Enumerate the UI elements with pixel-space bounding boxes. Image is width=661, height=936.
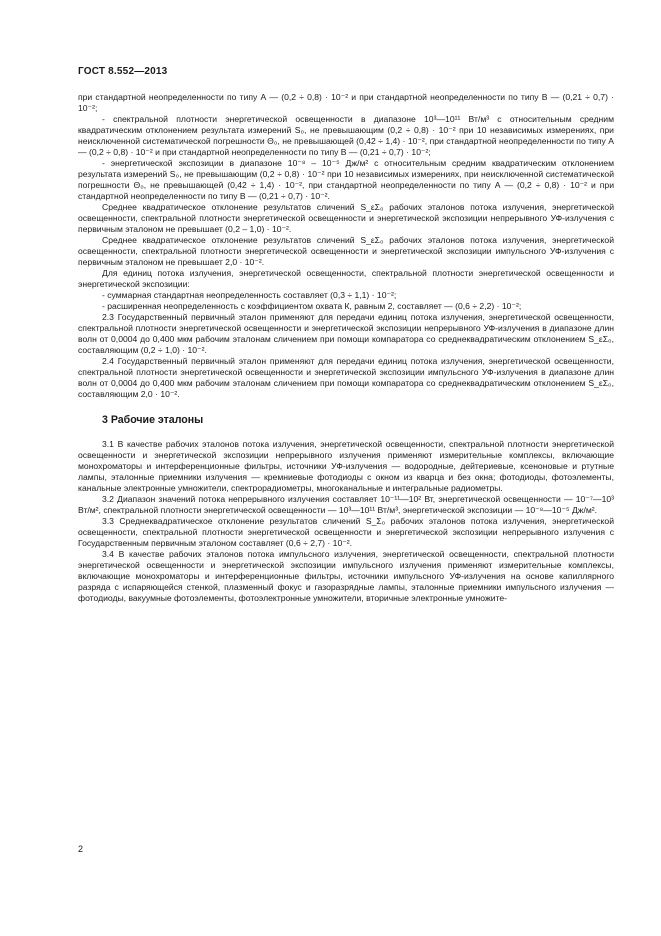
paragraph: Для единиц потока излучения, энергетической освещенности, спектральной плотности энергетической освещенности и энергетической экспозиции:: [78, 268, 614, 289]
paragraph: - спектральной плотности энергетической освещенности в диапазоне 10³—10¹¹ Вт/м³ с относительным средним квадратическим отклонением результата измерений S₀, не превышающим (0,2 ÷ 0,8) · 10⁻² при 10 независимых измерениях, при неисключенной систематической погрешности Θ₀, не превышающей (0,42 ÷ 1,4) · 10⁻², при стандартной неопределенности по типу А — (0,2 ÷ 0,8) · 10⁻² и при стандартной неопределенности по типу В — (0,21 ÷ 0,7) · 10⁻²;: [78, 114, 614, 157]
paragraph: 3.1 В качестве рабочих эталонов потока излучения, энергетической освещенности, спектральной плотности энергетической освещенности и энергетической экспозиции непрерывного излучения применяют измерительные комплексы, включающие монохроматоры и интерференционные фильтры, источники УФ-излучения — водородные, дейтериевые, ксеноновые и ртутные лампы, эталонные приемники излучения — кремниевые фотодиоды с окном из кварца и без окна; фотодиоды, фотоэлементы, канальные электронные умножители, спектрорадиометры, многоканальные и интегральные радиометры.: [78, 439, 614, 493]
top-paragraphs: [78, 92, 614, 400]
document-body: [78, 92, 614, 604]
section-title: 3 Рабочие эталоны: [102, 414, 204, 426]
paragraph: - расширенная неопределенность с коэффициентом охвата К, равным 2, составляет — (0,6 ÷ 2,2) · 10⁻²;: [102, 301, 522, 311]
page-number: 2: [78, 844, 84, 854]
paragraph: Среднее квадратическое отклонение результатов сличений S_εΣ₀ рабочих эталонов потока излучения, энергетической освещенности, спектральной плотности энергетической освещенности и энергетической экспозиции непрерывного УФ-излучения с первичным эталоном не превышает (0,2 – 1,0) · 10⁻².: [78, 202, 614, 234]
paragraph: - энергетической экспозиции в диапазоне 10⁻⁸ – 10⁻⁵ Дж/м² с относительным средним квадратическим отклонением результата измерений S₀, не превышающим (0,2 ÷ 0,8) · 10⁻² при 10 независимых измерениях, при неисключенной систематической погрешности Θ₀, не превышающей (0,42 ÷ 1,4) · 10⁻², при стандартной неопределенности по типу А — (0,2 ÷ 0,8) · 10⁻² и при стандартной неопределенности по типу В — (0,21 ÷ 0,7) · 10⁻².: [78, 158, 614, 201]
bottom-paragraphs: [78, 439, 614, 604]
paragraph: 3.3 Среднеквадратическое отклонение результатов сличений S_Σ₀ рабочих эталонов потока излучения, энергетической освещенности, спектральной плотности энергетической освещенности и энергетической экспозиции непрерывного излучения с Государственным первичным эталоном составляет (0,6 ÷ 2,7) · 10⁻².: [78, 516, 614, 548]
paragraph: при стандартной неопределенности по типу А — (0,2 ÷ 0,8) · 10⁻² и при стандартной неопределенности по типу В — (0,21 ÷ 0,7) · 10⁻²;: [78, 92, 614, 113]
paragraph: 3.2 Диапазон значений потока непрерывного излучения составляет 10⁻¹¹—10² Вт, энергетической освещенности — 10⁻⁷—10³ Вт/м², спектральной плотности энергетической освещенности — 10³—10¹¹ Вт/м³, энергетической экспозиции — 10⁻⁸—10⁻⁵ Дж/м².: [78, 494, 614, 515]
paragraph: Среднее квадратическое отклонение результатов сличений S_εΣ₀ рабочих эталонов потока излучения, энергетической освещенности, спектральной плотности энергетической освещенности и энергетической экспозиции импульсного УФ-излучения с первичным эталоном не превышает 2,0 · 10⁻².: [78, 235, 614, 267]
paragraph: - суммарная стандартная неопределенность составляет (0,3 ÷ 1,1) · 10⁻²;: [102, 290, 397, 300]
paragraph: 2.3 Государственный первичный эталон применяют для передачи единиц потока излучения, энергетической освещенности, спектральной плотности энергетической освещенности и энергетической экспозиции непрерывного УФ-излучения в диапазоне длин волн от 0,0004 до 0,400 мкм рабочим эталонам сличением при помощи компаратора со среднеквадратическим отклонением S_εΣ₀, составляющим (0,2 ÷ 1,0) · 10⁻².: [78, 312, 614, 355]
paragraph: 3.4 В качестве рабочих эталонов потока импульсного излучения, энергетической освещенности, спектральной плотности энергетической освещенности и энергетической экспозиции импульсного излучения применяют измерительные комплексы, включающие монохроматоры и интерференционные фильтры, источники импульсного УФ-излучения на основе капиллярного разряда с испаряющейся стенкой, плазменный фокус и газоразрядные лампы, эталонные приемники импульсного излучения — фотодиоды, вакуумные фотоэлементы, фотоэлектронные умножители, вторичные электронные умножите-: [78, 549, 614, 603]
paragraph: 2.4 Государственный первичный эталон применяют для передачи единиц потока излучения, энергетической освещенности, спектральной плотности энергетической освещенности и энергетической экспозиции импульсного УФ-излучения в диапазоне длин волн от 0,0004 до 0,400 мкм рабочим эталонам сличением при помощи компаратора со среднеквадратическим отклонением S_εΣ₀, составляющим 2,0 · 10⁻².: [78, 356, 614, 399]
document-header: ГОСТ 8.552—2013: [78, 66, 168, 77]
